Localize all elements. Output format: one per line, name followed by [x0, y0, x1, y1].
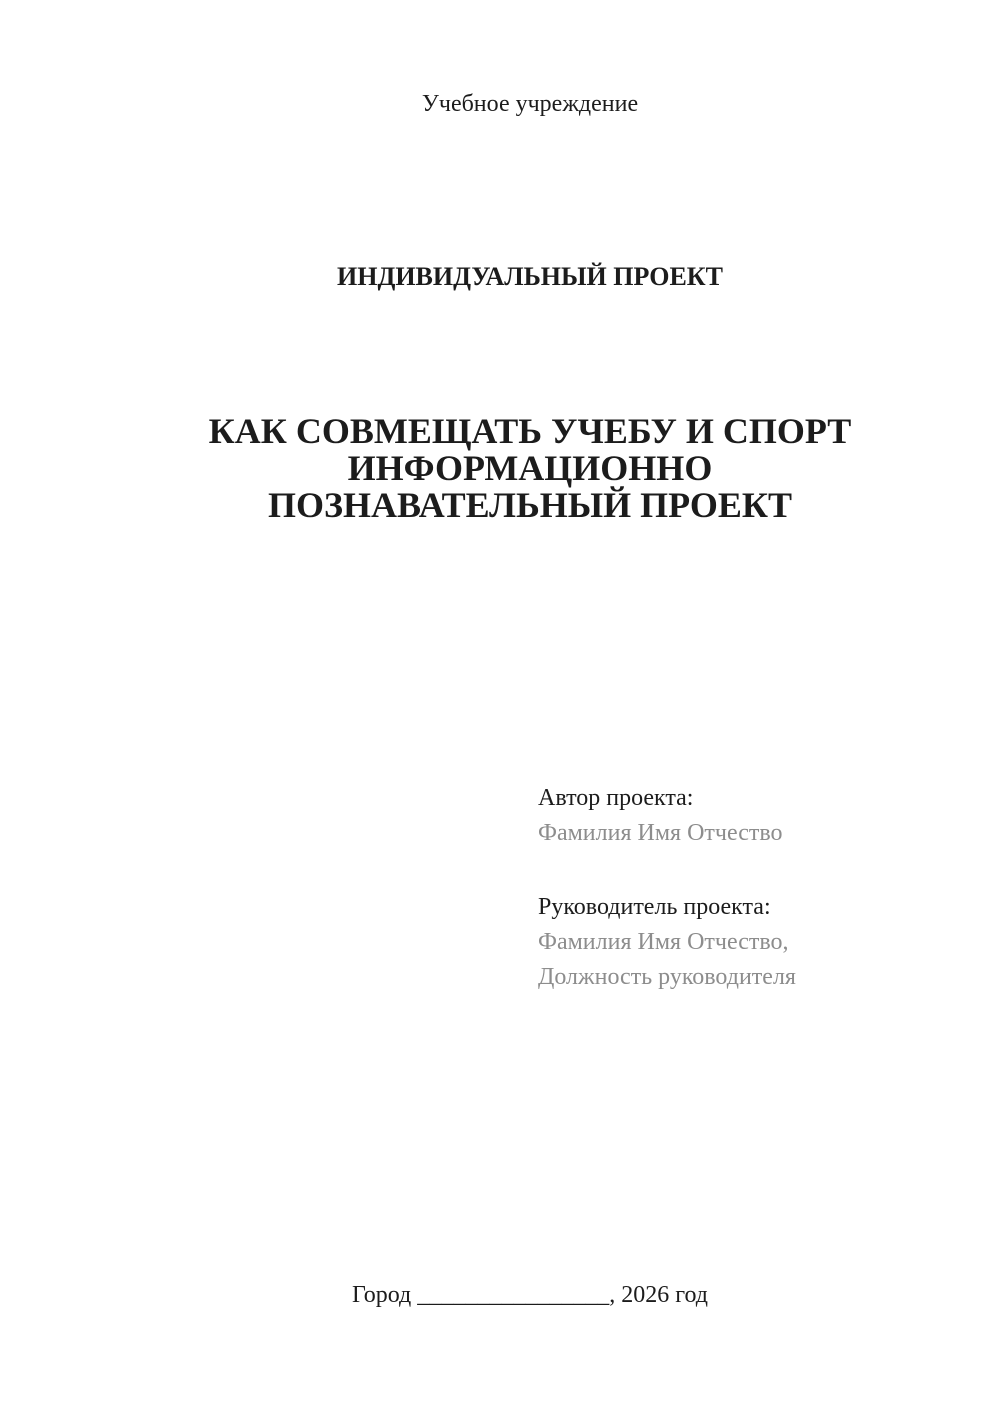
author-label: Автор проекта:: [538, 785, 694, 811]
project-title-line-3: ПОЗНАВАТЕЛЬНЫЙ ПРОЕКТ: [267, 485, 793, 525]
project-type-heading: ИНДИВИДУАЛЬНЫЙ ПРОЕКТ: [337, 262, 723, 291]
institution-line: Учебное учреждение: [421, 91, 639, 117]
project-title: [60, 413, 1000, 524]
supervisor-block: [538, 890, 796, 995]
author-block: [538, 781, 796, 851]
supervisor-label: Руководитель проекта:: [538, 894, 771, 920]
supervisor-name-placeholder: Фамилия Имя Отчество,: [538, 929, 789, 955]
supervisor-position-placeholder: Должность руководителя: [538, 964, 796, 990]
project-title-line-1: КАК СОВМЕЩАТЬ УЧЕБУ И СПОРТ: [208, 411, 852, 451]
credits-section: [538, 781, 796, 995]
project-title-line-2: ИНФОРМАЦИОННО: [347, 448, 713, 488]
author-name-placeholder: Фамилия Имя Отчество: [538, 820, 783, 846]
city-year-line: Город ________________, 2026 год: [351, 1282, 709, 1308]
